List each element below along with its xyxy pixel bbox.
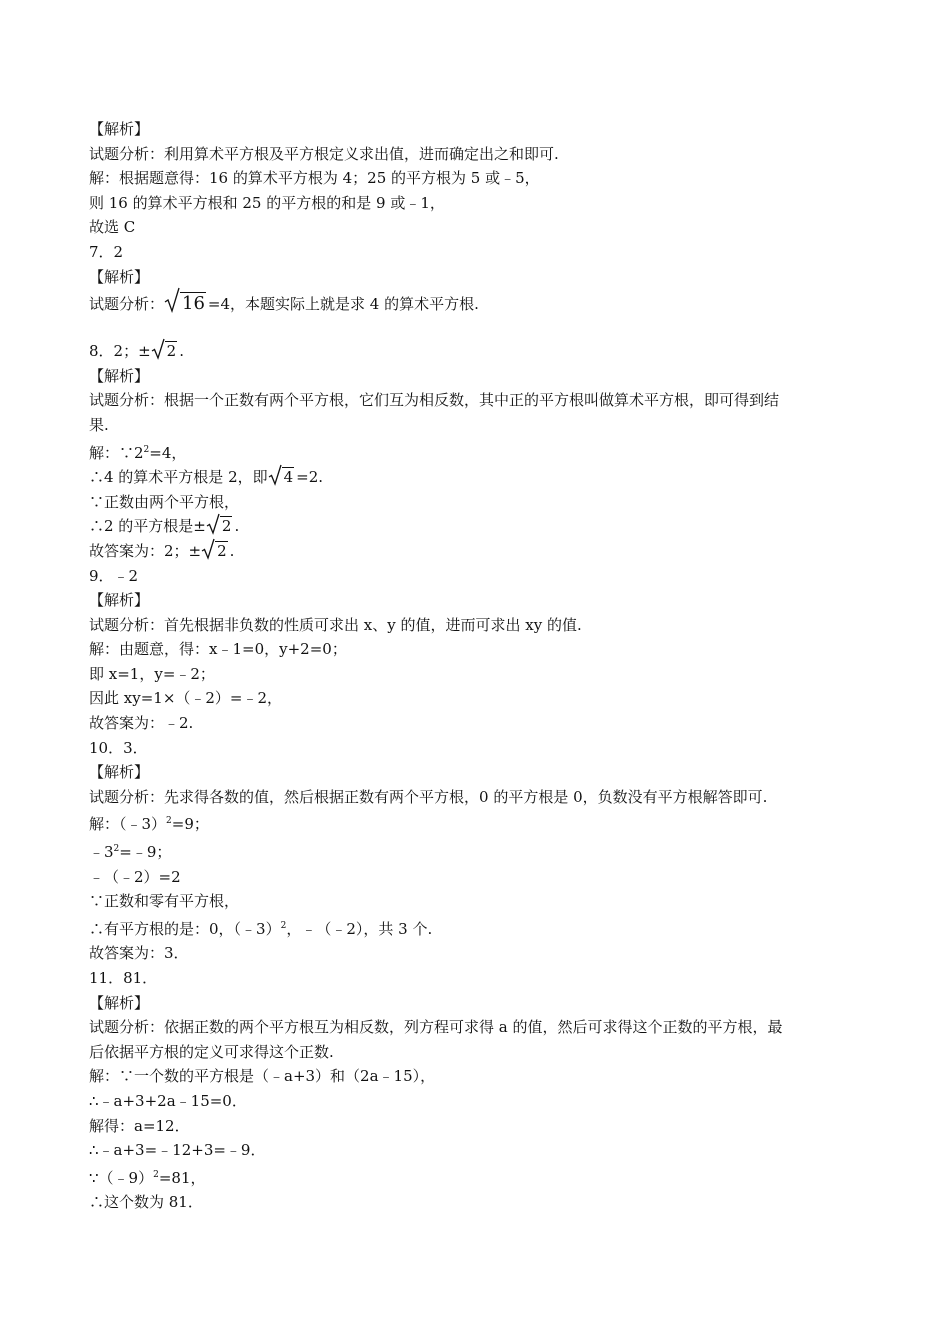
text-span: ∴有平方根的是：0，（﹣3） [89, 919, 281, 938]
solution-line: ∵正数由两个平方根， [89, 492, 240, 511]
text-span: ，﹣（﹣2），共 3 个. [286, 919, 433, 938]
text-span: ﹣3 [89, 843, 114, 862]
solution-line [89, 1163, 869, 1191]
text-span: ∴2 的平方根是± [89, 517, 206, 536]
answer-line [89, 539, 869, 564]
exponent: 2 [113, 844, 120, 855]
text-span: 8．2；± [89, 342, 151, 361]
text-span: =4，本题实际上就是求 4 的算术平方根. [207, 295, 479, 314]
sqrt-expression [206, 514, 233, 539]
answer-line: ∴这个数为 81． [89, 1193, 203, 1212]
section-heading: 【解析】 [89, 763, 150, 782]
radical-sign-icon [268, 464, 282, 486]
radical-sign-icon [164, 287, 180, 313]
solution-line: ∵正数和零有平方根， [89, 892, 240, 911]
exponent: 2 [280, 920, 287, 931]
question-answer: 7．2 [89, 242, 124, 261]
text-span: =4， [149, 443, 187, 462]
text-span: ∵（﹣9） [89, 1168, 154, 1187]
solution-line [89, 514, 869, 539]
answer-line: 故答案为：3． [89, 944, 189, 963]
sqrt-expression [268, 465, 295, 490]
text-span: =2. [296, 468, 324, 487]
question-answer: 11．81． [89, 969, 158, 987]
section-heading: 【解析】 [89, 366, 150, 385]
solution-line: ∴﹣a+3+2a﹣15=0． [89, 1091, 247, 1110]
analysis-text: 试题分析：首先根据非负数的性质可求出 x、y 的值，进而可求出 xy 的值. [89, 615, 582, 634]
text-span: 故答案为：2；± [89, 541, 202, 560]
analysis-text: 果. [89, 415, 109, 434]
solution-line [89, 837, 869, 865]
document-body [89, 117, 869, 1215]
radical-sign-icon [151, 338, 165, 360]
solution-line [89, 809, 869, 837]
text-span: 试题分析： [89, 295, 165, 314]
solution-line: 解：根据题意得：16 的算术平方根为 4；25 的平方根为 5 或﹣5， [89, 169, 540, 188]
section-heading: 【解析】 [89, 120, 150, 138]
solution-line: ∴﹣a+3=﹣12+3=﹣9． [89, 1141, 266, 1160]
answer-line: 故选 C [89, 218, 136, 237]
exponent: 2 [153, 1169, 159, 1180]
analysis-text: 试题分析：依据正数的两个平方根互为相反数，列方程可求得 a 的值，然后可求得这个正数的平方根，最 [89, 1018, 783, 1037]
radical-sign-icon [201, 538, 215, 560]
sqrt-expression [201, 539, 228, 564]
analysis-text: 试题分析：根据一个正数有两个平方根，它们互为相反数，其中正的平方根叫做算术平方根，即可得到结 [89, 391, 780, 410]
question-answer [89, 339, 869, 364]
section-heading: 【解析】 [89, 267, 150, 286]
radicand: 4 [283, 468, 294, 487]
question-answer: 9．﹣2 [89, 566, 139, 585]
radicand: 16 [182, 293, 205, 315]
solution-line [89, 465, 869, 490]
solution-line: ﹣（﹣2）=2 [89, 867, 181, 886]
text-span: =﹣9； [119, 843, 172, 862]
solution-line: 即 x=1，y=﹣2； [89, 664, 215, 683]
text-span: . [229, 541, 235, 560]
exponent: 2 [166, 816, 172, 827]
solution-line: 解：∵一个数的平方根是（﹣a+3）和（2a﹣15）， [89, 1067, 436, 1086]
text-span: =81， [158, 1168, 206, 1187]
analysis-text: 试题分析：先求得各数的值，然后根据正数有两个平方根，0 的平方根是 0，负数没有平方根解答即可. [89, 787, 768, 806]
solution-line: 因此 xy=1×（﹣2）=﹣2， [89, 689, 283, 708]
solution-line [89, 438, 869, 466]
section-heading: 【解析】 [89, 591, 150, 610]
sqrt-expression [151, 339, 178, 364]
solution-line: 解得：a=12． [89, 1116, 190, 1135]
solution-line: 则 16 的算术平方根和 25 的平方根的和是 9 或﹣1， [89, 193, 445, 212]
radicand: 2 [221, 517, 232, 536]
analysis-text: 试题分析：利用算术平方根及平方根定义求出值，进而确定出之和即可. [89, 144, 559, 163]
text-span: 解：（﹣3） [89, 815, 167, 834]
exponent: 2 [143, 444, 150, 455]
text-span: ∴4 的算术平方根是 2，即 [89, 468, 268, 487]
radicand: 2 [217, 541, 227, 560]
text-span: 解：∵2 [89, 443, 144, 462]
solution-line [89, 914, 869, 942]
analysis-text: 后依据平方根的定义可求得这个正数. [89, 1042, 334, 1061]
question-answer: 10．3． [89, 738, 148, 757]
radical-sign-icon [206, 513, 220, 535]
analysis-text [89, 289, 869, 319]
text-span: . [179, 342, 184, 361]
answer-line: 故答案为：﹣2. [89, 714, 194, 733]
sqrt-expression [164, 289, 206, 319]
text-span: =9； [171, 815, 209, 834]
text-span: . [234, 517, 240, 536]
radicand: 2 [166, 342, 177, 361]
section-heading: 【解析】 [89, 993, 150, 1012]
solution-line: 解：由题意，得：x﹣1=0，y+2=0； [89, 640, 347, 659]
